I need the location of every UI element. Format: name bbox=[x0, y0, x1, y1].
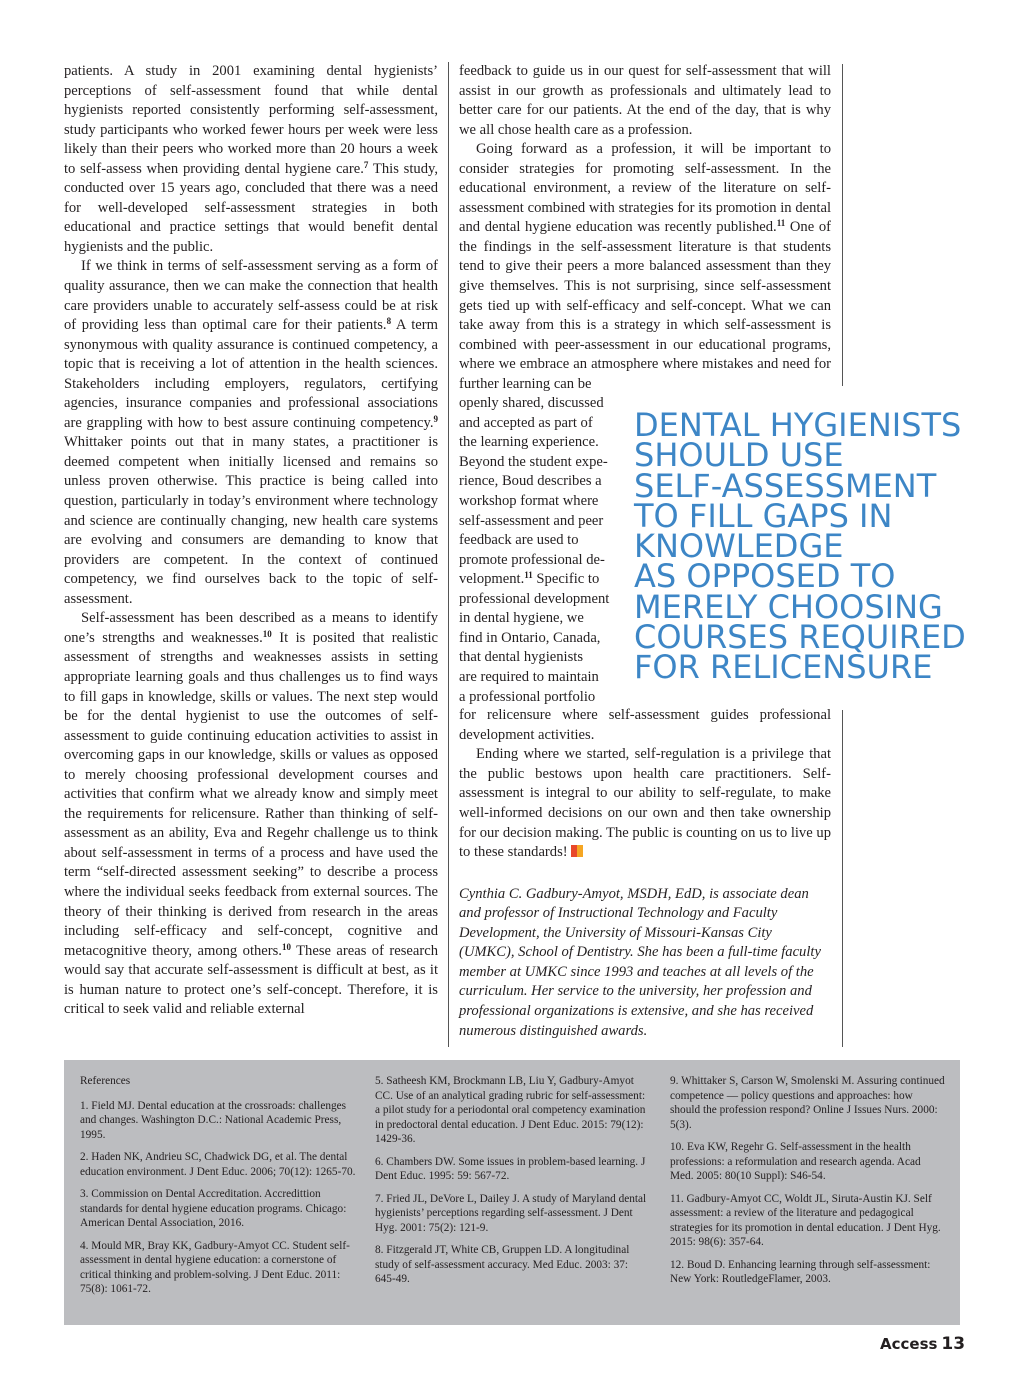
references-column bbox=[375, 1074, 651, 1295]
author-bio: Cynthia C. Gadbury-Amyot, MSDH, EdD, is associate dean and professor of Instructional Technology and Faculty Development, the University of Missouri-Kansas City (UMKC), School of Dentistry. She has been a full-time faculty member at UMKC since 1993 and teaches at all levels of the curriculum. Her service to the university, her profession and professional organizations is extensive, and she has received numerous distinguished awards. bbox=[459, 885, 821, 1039]
references-column bbox=[670, 1074, 945, 1295]
references-column bbox=[80, 1074, 358, 1305]
pull-quote: DENTAL HYGIENISTS SHOULD USE SELF-ASSESSMENT TO FILL GAPS IN KNOWLEDGE AS OPPOSED TO MERELY CHOOSING COURSES REQUIRED FOR RELICENSURE bbox=[634, 406, 966, 687]
paragraph: Self-assessment has been described as a means to identify one’s strengths and weaknesses.$^{10}$ It is posited that realistic assessment of strengths and weaknesses assists in setting appropriate learning goals and thus challenges us to find ways to fill gaps in knowledge, skills or values. The next step would be for the dental hygienist to use the outcomes of self-assessment to guide continuing education activities to assist in overcoming gaps in our knowledge, skills or values as opposed to merely choosing professional development courses and activities that confirm what we already know and simply meet the requirements for relicensure. Rather than thinking of self-assessment as an ability, Eva and Regehr challenge us to think about self-assessment in terms of a process and have used the term “self-directed assessment seeking” to describe a process where the individual seeks feedback from external sources. The theory of their thinking is derived from research in the areas including self-efficacy and self-concept, cognitive and metacognitive theory, among others.$^{10}$ These areas of research would say that accurate self-assessment is difficult at best, as it is human nature to protect one’s self-concept. Therefore, it is critical to seek valid and reliable external bbox=[64, 610, 438, 1018]
reference-item: 9. Whittaker S, Carson W, Smolenski M. Assuring continued competence — policy questions and approaches: how should the profession respond? Online J Issues Nurs. 2000: 5(3). bbox=[670, 1075, 945, 1131]
page-footer bbox=[880, 1334, 965, 1354]
reference-item: 11. Gadbury-Amyot CC, Woldt JL, Siruta-Austin KJ. Self assessment: a review of the literature and pedagogical strategies for its promotion in dental education. J Dent Hyg. 2015: 98(6): 357-64. bbox=[670, 1192, 941, 1248]
reference-item: 6. Chambers DW. Some issues in problem-based learning. J Dent Educ. 1995: 59: 567-72. bbox=[375, 1155, 646, 1182]
paragraph: Going forward as a profession, it will be important to consider strategies for promoting self-assessment. In the educational environment, a review of the literature on self-assessment combined with strategies for its promotion in dental and dental hygiene education was recently published.$^{11}$ One of the findings in the self-assessment literature is that students tend to give their peers a more balanced assessment than they give themselves. This is not surprising, since self-assessment gets tied up with self-efficacy and self-concept. What we can take away from this is a strategy in which self-assessment is combined with peer-assessment in our educational programs, where we embrace an atmosphere where mistakes and need for further learning can be bbox=[459, 141, 831, 392]
paragraph: for relicensure where self-assessment guides professional development activities. bbox=[459, 707, 831, 743]
magazine-name: Access bbox=[880, 1335, 938, 1353]
reference-item: 8. Fitzgerald JT, White CB, Gruppen LD. A longitudinal study of self-assessment accuracy. Med Educ. 2003: 37: 645-49. bbox=[375, 1244, 630, 1285]
references-heading: References bbox=[80, 1075, 131, 1087]
column-divider-right-top bbox=[842, 64, 843, 386]
reference-item: 2. Haden NK, Andrieu SC, Chadwick DG, et al. The dental education environment. J Dent Educ. 2006; 70(12): 1265-70. bbox=[80, 1151, 356, 1178]
reference-item: 5. Satheesh KM, Brockmann LB, Liu Y, Gadbury-Amyot CC. Use of an analytical grading rubric for self-assessment: a pilot study for a periodontal oral competency examination in predoctoral dental education. J Dent Educ. 2015: 79(12): 1429-36. bbox=[375, 1075, 646, 1145]
paragraph: Ending where we started, self-regulation is a privilege that the public bestows upon health care practitioners. Self-assessment is integral to our ability to self-regulate, to make well-informed decisions on our own and then take ownership for our decision making. The public is counting on us to live up to these standards! bbox=[459, 746, 831, 861]
reference-item: 10. Eva KW, Regehr G. Self-assessment in the health professions: a reformulation and research agenda. Acad Med. 2005: 80(10 Suppl): S46-54. bbox=[670, 1141, 921, 1182]
paragraph: patients. A study in 2001 examining dental hygienists’ perceptions of self-assessment found that while dental hygienists reported consistently performing self-assessment, study participants who worked fewer hours per week were less likely than their peers who worked more than 20 hours a week to self-assess when providing dental hygiene care.$^7$ This study, conducted over 15 years ago, concluded that there was a need for well-developed self-assessment strategies in both educational and practice settings that would benefit dental hygienists and the public. bbox=[64, 63, 438, 255]
page-number: 13 bbox=[941, 1334, 966, 1354]
column-divider-right-bottom bbox=[842, 710, 843, 1047]
reference-item: 12. Boud D. Enhancing learning through self-assessment: New York: RoutledgeFlamer, 2003. bbox=[670, 1258, 931, 1285]
end-mark-icon bbox=[571, 845, 583, 857]
narrow-text-block: openly shared, discussed and accepted as part of the learning experience. Beyond the student expe- rience, Boud describes a workshop format where self-assessment and peer feedback are used to promote professional de- velopment.$^{11}$ Specific to professional development in dental hygiene, we find in Ontario, Canada, that dental hygienists are required to maintain a professional portfolio bbox=[459, 395, 610, 705]
reference-item: 3. Commission on Dental Accreditation. Accredittion standards for dental hygiene education programs. Chicago: American Dental Association, 2016. bbox=[80, 1188, 347, 1229]
paragraph: If we think in terms of self-assessment serving as a form of quality assurance, then we can make the connection that health care providers unable to accurately self-assess could be at risk of providing less than optimal care for their patients.$^8$ A term synonymous with quality assurance is continued competency, a topic that is receiving a lot of attention in the health sciences. Stakeholders including employers, regulators, certifying agencies, insurance companies and professional associations are grappling with how to best assure continuing competency.$^9$ Whittaker points out that in many states, a practitioner is deemed competent when initially licensed and remains so unless proven otherwise. This practice is being called into question, particularly in today’s environment where technology and science are continually changing, new health care systems are evolving and consumers are demanding to know that providers are competent. In the context of continued competency, we find ourselves back to the topic of self-assessment. bbox=[64, 258, 438, 607]
references-box bbox=[64, 1060, 960, 1325]
reference-item: 4. Mould MR, Bray KK, Gadbury-Amyot CC. Student self-assessment in dental hygiene education: a cornerstone of critical thinking and problem-solving. J Dent Educ. 2011: 75(8): 1061-72. bbox=[80, 1239, 350, 1295]
paragraph: feedback to guide us in our quest for self-assessment that will assist in our growth as professionals and ultimately lead to better care for our patients. At the end of the day, that is why we all chose health care as a profession. bbox=[459, 63, 831, 138]
left-column bbox=[64, 62, 438, 1020]
column-divider bbox=[448, 62, 449, 1047]
reference-item: 7. Fried JL, DeVore L, Dailey J. A study of Maryland dental hygienists’ perceptions regarding self-assessment. J Dent Hyg. 2001: 75(2): 121-9. bbox=[375, 1192, 647, 1234]
reference-item: 1. Field MJ. Dental education at the crossroads: challenges and changes. Washington D.C.: National Academic Press, 1995. bbox=[80, 1099, 347, 1141]
